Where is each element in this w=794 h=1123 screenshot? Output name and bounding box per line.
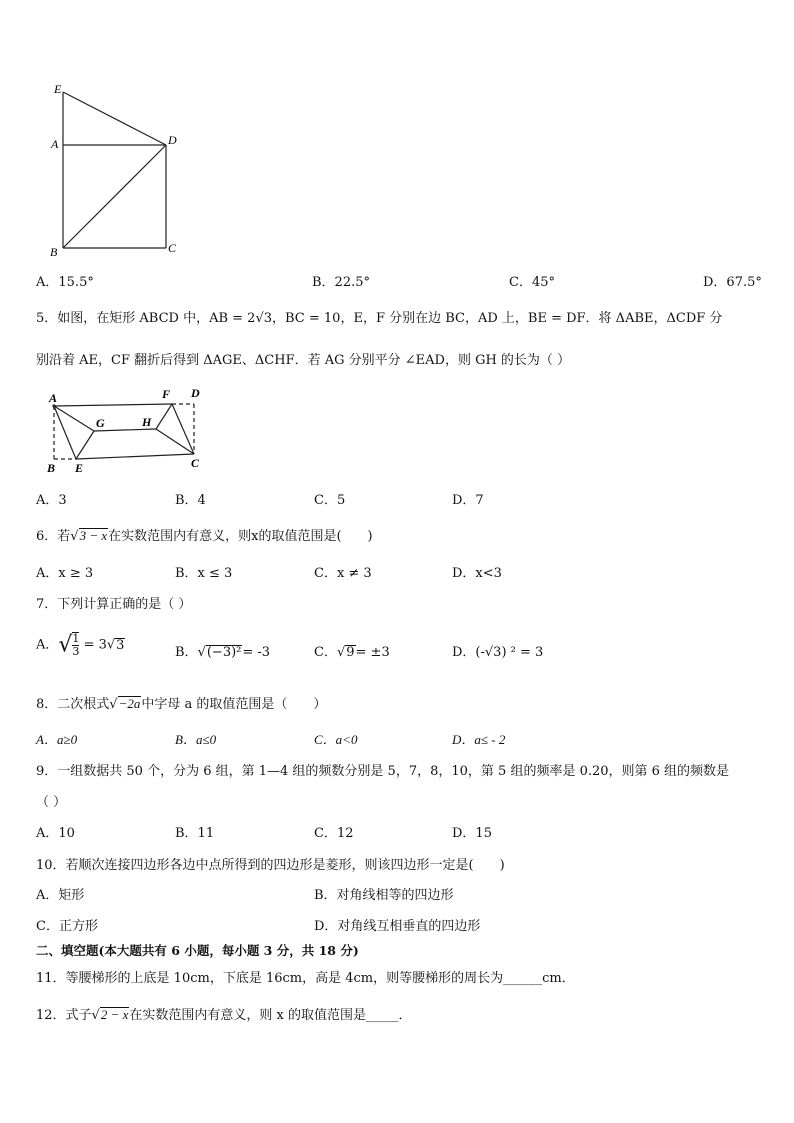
q10-option-d: D．对角线互相垂直的四边形 — [314, 919, 481, 934]
q8-post: 中字母 a 的取值范围是（ ） — [141, 697, 327, 712]
q7-b-radicand: (−3)² — [206, 645, 242, 660]
radical-sign: √ — [197, 645, 206, 660]
q5-stem-line1: 5．如图，在矩形 ABCD 中，AB = 2√3，BC = 10，E，F 分别在边 BC，AD 上，BE = DF．将 ΔABE，ΔCDF 分 — [36, 311, 723, 326]
q7-a-rhs-radicand: 3 — [116, 637, 125, 653]
q7-a-den: 3 — [72, 645, 80, 658]
q6-option-a: A．x ≥ 3 — [36, 566, 94, 581]
q8-option-c: C．a<0 — [314, 732, 358, 747]
q5-stem-line2: 别沿着 AE，CF 翻折后得到 ΔAGE、ΔCHF．若 AG 分别平分 ∠EAD，则 GH 的长为（ ） — [36, 353, 571, 368]
q5-option-d: D．7 — [452, 493, 484, 508]
q8-radicand: −2a — [118, 696, 141, 711]
q4-option-c: C．45° — [509, 275, 555, 290]
q7-b-rhs: = -3 — [242, 645, 271, 660]
q7-a-num: 1 — [72, 632, 80, 645]
section-heading: 二、填空题(本大题共有 6 小题，每小题 3 分，共 18 分) — [36, 943, 359, 958]
label-C: C — [168, 241, 177, 255]
q7-a-rhs: = 3 — [83, 637, 107, 653]
q7-a-fraction — [72, 632, 79, 658]
q7-b-label: B． — [175, 645, 198, 660]
q11-stem: 11．等腰梯形的上底是 10cm，下底是 16cm，高是 4cm，则等腰梯形的周长为______cm． — [36, 971, 575, 986]
radical-sign: √ — [106, 637, 116, 653]
q6-option-b: B．x ≤ 3 — [175, 566, 233, 581]
q7-option-d: D．(-√3) ² = 3 — [452, 645, 544, 660]
q10-option-a: A．矩形 — [36, 888, 85, 903]
q5-option-b: B．4 — [175, 493, 206, 508]
q6-option-c: C．x ≠ 3 — [314, 566, 372, 581]
q10-option-b: B．对角线相等的四边形 — [314, 888, 454, 903]
q8-option-b: B．a≤0 — [175, 732, 217, 747]
radical-sign: √ — [70, 529, 79, 544]
radical-sign: √ — [58, 632, 73, 658]
q9-stem-line1: 9．一组数据共 50 个，分为 6 组，第 1—4 组的频数分别是 5，7，8，10，第 5 组的频率是 0.20，则第 6 组的频数是 — [36, 764, 730, 779]
label-G: G — [96, 416, 105, 430]
label-F: F — [162, 387, 171, 401]
q9-stem-line2: （ ） — [36, 795, 67, 810]
q4-option-b: B．22.5° — [312, 275, 370, 290]
q7-c-label: C． — [314, 645, 337, 660]
q9-option-d: D．15 — [452, 826, 492, 841]
q4-option-a: A．15.5° — [36, 275, 94, 290]
q7-option-a — [36, 632, 125, 658]
q6-option-d: D．x<3 — [452, 566, 502, 581]
q6-post: 在实数范围内有意义，则x的取值范围是( ) — [108, 529, 373, 544]
q7-c-rhs: = ±3 — [355, 645, 390, 660]
label-E: E — [54, 82, 62, 96]
label-D: D — [191, 386, 200, 400]
label-D: D — [168, 133, 177, 147]
q5-option-a: A．3 — [36, 493, 67, 508]
radical-sign: √ — [336, 645, 346, 660]
q12-post: 在实数范围内有意义，则 x 的取值范围是_____． — [129, 1008, 412, 1023]
q10-stem: 10．若顺次连接四边形各边中点所得到的四边形是菱形，则该四边形一定是( ) — [36, 858, 505, 873]
q7-a-label: A． — [36, 637, 59, 653]
q8-stem — [36, 693, 326, 712]
q8-pre: 8．二次根式 — [36, 697, 110, 712]
q9-option-a: A．10 — [36, 826, 75, 841]
q5-option-c: C．5 — [314, 493, 346, 508]
q12-pre: 12．式子 — [36, 1008, 92, 1023]
q9-option-c: C．12 — [314, 826, 354, 841]
q6-pre: 6．若 — [36, 529, 71, 544]
radical-sign: √ — [91, 1008, 100, 1023]
q12-radicand: 2 − x — [100, 1007, 129, 1022]
q7-option-b — [175, 641, 270, 660]
label-C: C — [191, 456, 200, 470]
q7-option-c — [314, 641, 390, 660]
q9-option-b: B．11 — [175, 826, 215, 841]
radical-sign: √ — [109, 697, 118, 712]
label-B: B — [50, 245, 58, 259]
q4-option-d: D．67.5° — [703, 275, 762, 290]
q6-radicand: 3 − x — [79, 528, 108, 543]
q7-c-radicand: 9 — [346, 645, 355, 660]
q12-stem — [36, 1004, 412, 1023]
q8-option-d: D．a≤ - 2 — [452, 732, 506, 747]
label-E: E — [75, 461, 84, 475]
q8-option-a: A．a≥0 — [36, 732, 78, 747]
q10-option-c: C．正方形 — [36, 919, 98, 934]
label-A: A — [51, 137, 59, 151]
label-H: H — [142, 415, 152, 429]
label-A: A — [49, 391, 58, 405]
q4-figure — [44, 80, 194, 260]
q6-stem — [36, 525, 373, 544]
q7-stem: 7．下列计算正确的是（ ） — [36, 597, 192, 612]
q5-figure — [44, 386, 214, 476]
label-B: B — [47, 461, 56, 475]
